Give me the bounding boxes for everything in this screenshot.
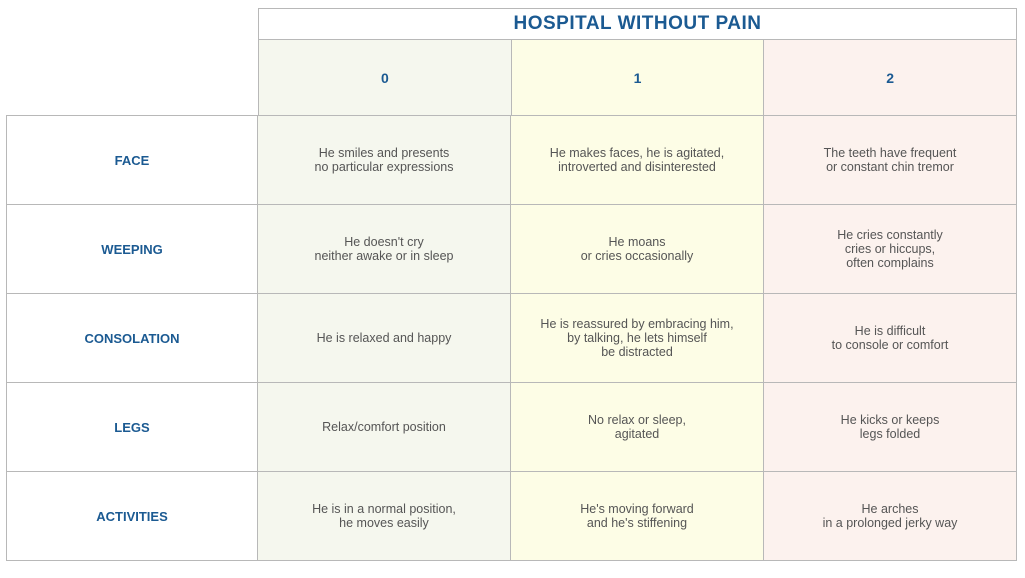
table-cell: He arches in a prolonged jerky way	[764, 472, 1017, 560]
table-cell: The teeth have frequent or constant chin tremor	[764, 116, 1017, 204]
table-row-legs	[6, 383, 1017, 472]
table-cell: He smiles and presents no particular expressions	[258, 116, 511, 204]
table-row-face	[6, 116, 1017, 205]
row-label-consolation: CONSOLATION	[6, 294, 258, 382]
table-row-consolation	[6, 294, 1017, 383]
pain-scale-table	[6, 115, 1017, 561]
table-cell: No relax or sleep, agitated	[511, 383, 764, 471]
table-cell: He is reassured by embracing him, by talking, he lets himself be distracted	[511, 294, 764, 382]
row-label-face: FACE	[6, 116, 258, 204]
score-header-1: 1	[512, 40, 765, 115]
table-row-weeping	[6, 205, 1017, 294]
table-cell: He moans or cries occasionally	[511, 205, 764, 293]
table-row-activities	[6, 472, 1017, 561]
table-cell: He makes faces, he is agitated, introverted and disinterested	[511, 116, 764, 204]
table-cell: Relax/comfort position	[258, 383, 511, 471]
row-label-weeping: WEEPING	[6, 205, 258, 293]
table-title: HOSPITAL WITHOUT PAIN	[258, 8, 1017, 39]
table-cell: He cries constantly cries or hiccups, often complains	[764, 205, 1017, 293]
row-label-legs: LEGS	[6, 383, 258, 471]
table-cell: He is relaxed and happy	[258, 294, 511, 382]
table-cell: He's moving forward and he's stiffening	[511, 472, 764, 560]
score-header-row	[258, 39, 1017, 115]
table-cell: He is in a normal position, he moves easily	[258, 472, 511, 560]
score-header-0: 0	[259, 40, 512, 115]
score-header-2: 2	[764, 40, 1017, 115]
table-cell: He kicks or keeps legs folded	[764, 383, 1017, 471]
table-cell: He is difficult to console or comfort	[764, 294, 1017, 382]
row-label-activities: ACTIVITIES	[6, 472, 258, 560]
table-cell: He doesn't cry neither awake or in sleep	[258, 205, 511, 293]
